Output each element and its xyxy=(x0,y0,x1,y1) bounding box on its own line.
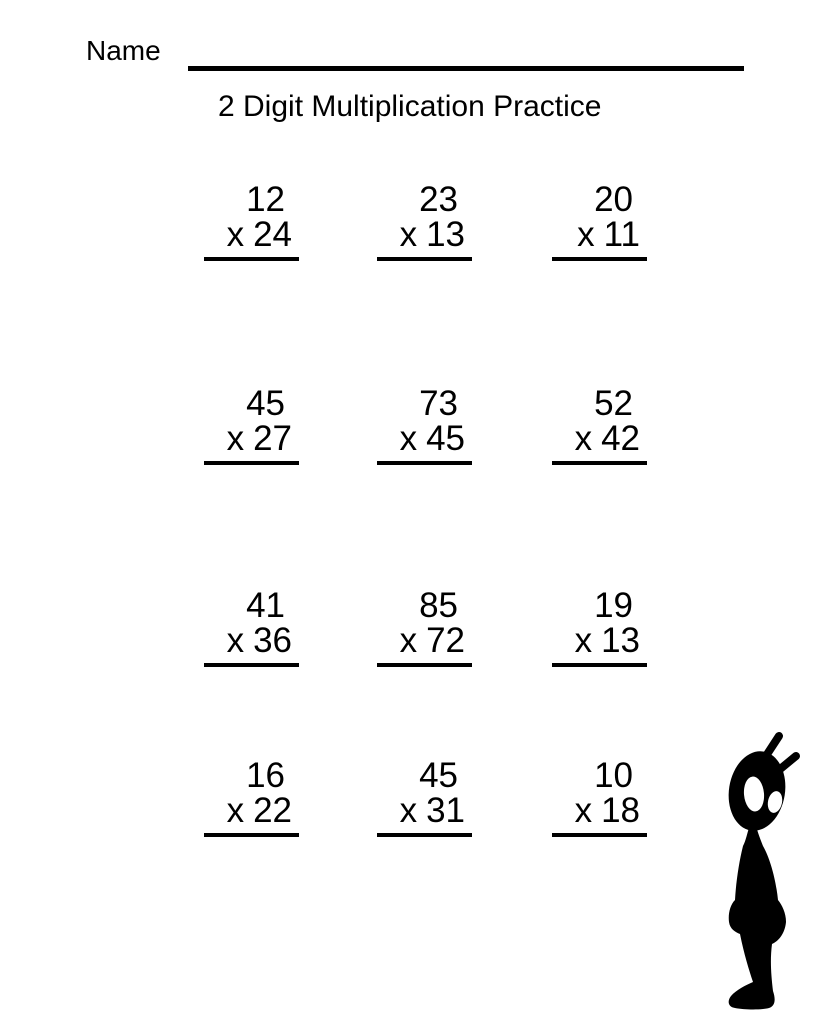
ant-body xyxy=(729,822,786,1010)
ant-mascot-illustration xyxy=(700,722,818,1024)
multiplication-problem xyxy=(552,386,647,465)
multiplicand: 45 xyxy=(246,384,285,423)
answer-line xyxy=(204,833,299,837)
answer-line xyxy=(552,833,647,837)
multiplicand: 45 xyxy=(419,756,458,795)
multiply-row xyxy=(377,623,472,658)
worksheet-title: 2 Digit Multiplication Practice xyxy=(218,90,602,123)
multiplier: 22 xyxy=(253,791,292,830)
multiply-row xyxy=(552,793,647,828)
multiplicand: 12 xyxy=(246,180,285,219)
answer-line xyxy=(204,461,299,465)
multiply-row xyxy=(204,217,299,252)
multiplication-problem xyxy=(377,758,472,837)
multiplicand: 10 xyxy=(594,756,633,795)
operator-x: x xyxy=(226,419,245,458)
multiplicand: 85 xyxy=(419,586,458,625)
answer-line xyxy=(204,663,299,667)
answer-line xyxy=(377,833,472,837)
multiplication-problem xyxy=(204,758,299,837)
answer-line xyxy=(552,461,647,465)
answer-line xyxy=(377,461,472,465)
multiplication-problem xyxy=(377,386,472,465)
operator-x: x xyxy=(399,621,418,660)
multiply-row xyxy=(552,623,647,658)
multiply-row xyxy=(377,217,472,252)
multiply-row xyxy=(204,793,299,828)
operator-x: x xyxy=(574,621,593,660)
operator-x: x xyxy=(574,791,593,830)
multiplication-problem xyxy=(552,758,647,837)
multiplier: 24 xyxy=(253,215,292,254)
operator-x: x xyxy=(574,419,593,458)
multiplication-problem xyxy=(377,182,472,261)
operator-x: x xyxy=(577,215,595,254)
answer-line xyxy=(552,257,647,261)
multiplication-problem xyxy=(377,588,472,667)
multiply-row xyxy=(204,421,299,456)
answer-line xyxy=(377,663,472,667)
multiplier: 45 xyxy=(426,419,465,458)
multiplication-problem xyxy=(552,588,647,667)
multiplicand: 23 xyxy=(419,180,458,219)
multiply-row xyxy=(552,217,647,252)
multiplicand: 20 xyxy=(594,180,633,219)
operator-x: x xyxy=(399,215,418,254)
multiplication-problem xyxy=(552,182,647,261)
operator-x: x xyxy=(226,791,245,830)
multiplier: 13 xyxy=(426,215,465,254)
answer-line xyxy=(204,257,299,261)
multiplicand: 73 xyxy=(419,384,458,423)
multiplier: 42 xyxy=(601,419,640,458)
multiplication-problem xyxy=(204,386,299,465)
multiplier: 36 xyxy=(253,621,292,660)
operator-x: x xyxy=(399,419,418,458)
multiply-row xyxy=(552,421,647,456)
multiply-row xyxy=(204,623,299,658)
answer-line xyxy=(377,257,472,261)
multiplication-problem xyxy=(204,182,299,261)
multiplicand: 19 xyxy=(594,586,633,625)
name-fill-line xyxy=(188,66,744,71)
multiplication-problem xyxy=(204,588,299,667)
multiplier: 13 xyxy=(601,621,640,660)
multiplier: 18 xyxy=(601,791,640,830)
multiplicand: 16 xyxy=(246,756,285,795)
multiplier: 31 xyxy=(426,791,465,830)
multiply-row xyxy=(377,421,472,456)
multiplier: 27 xyxy=(253,419,292,458)
name-label: Name xyxy=(86,35,161,66)
answer-line xyxy=(552,663,647,667)
multiplier: 11 xyxy=(603,215,640,254)
operator-x: x xyxy=(226,215,245,254)
multiply-row xyxy=(377,793,472,828)
operator-x: x xyxy=(399,791,418,830)
multiplicand: 52 xyxy=(594,384,633,423)
multiplicand: 41 xyxy=(246,586,285,625)
multiplier: 72 xyxy=(426,621,465,660)
operator-x: x xyxy=(226,621,245,660)
